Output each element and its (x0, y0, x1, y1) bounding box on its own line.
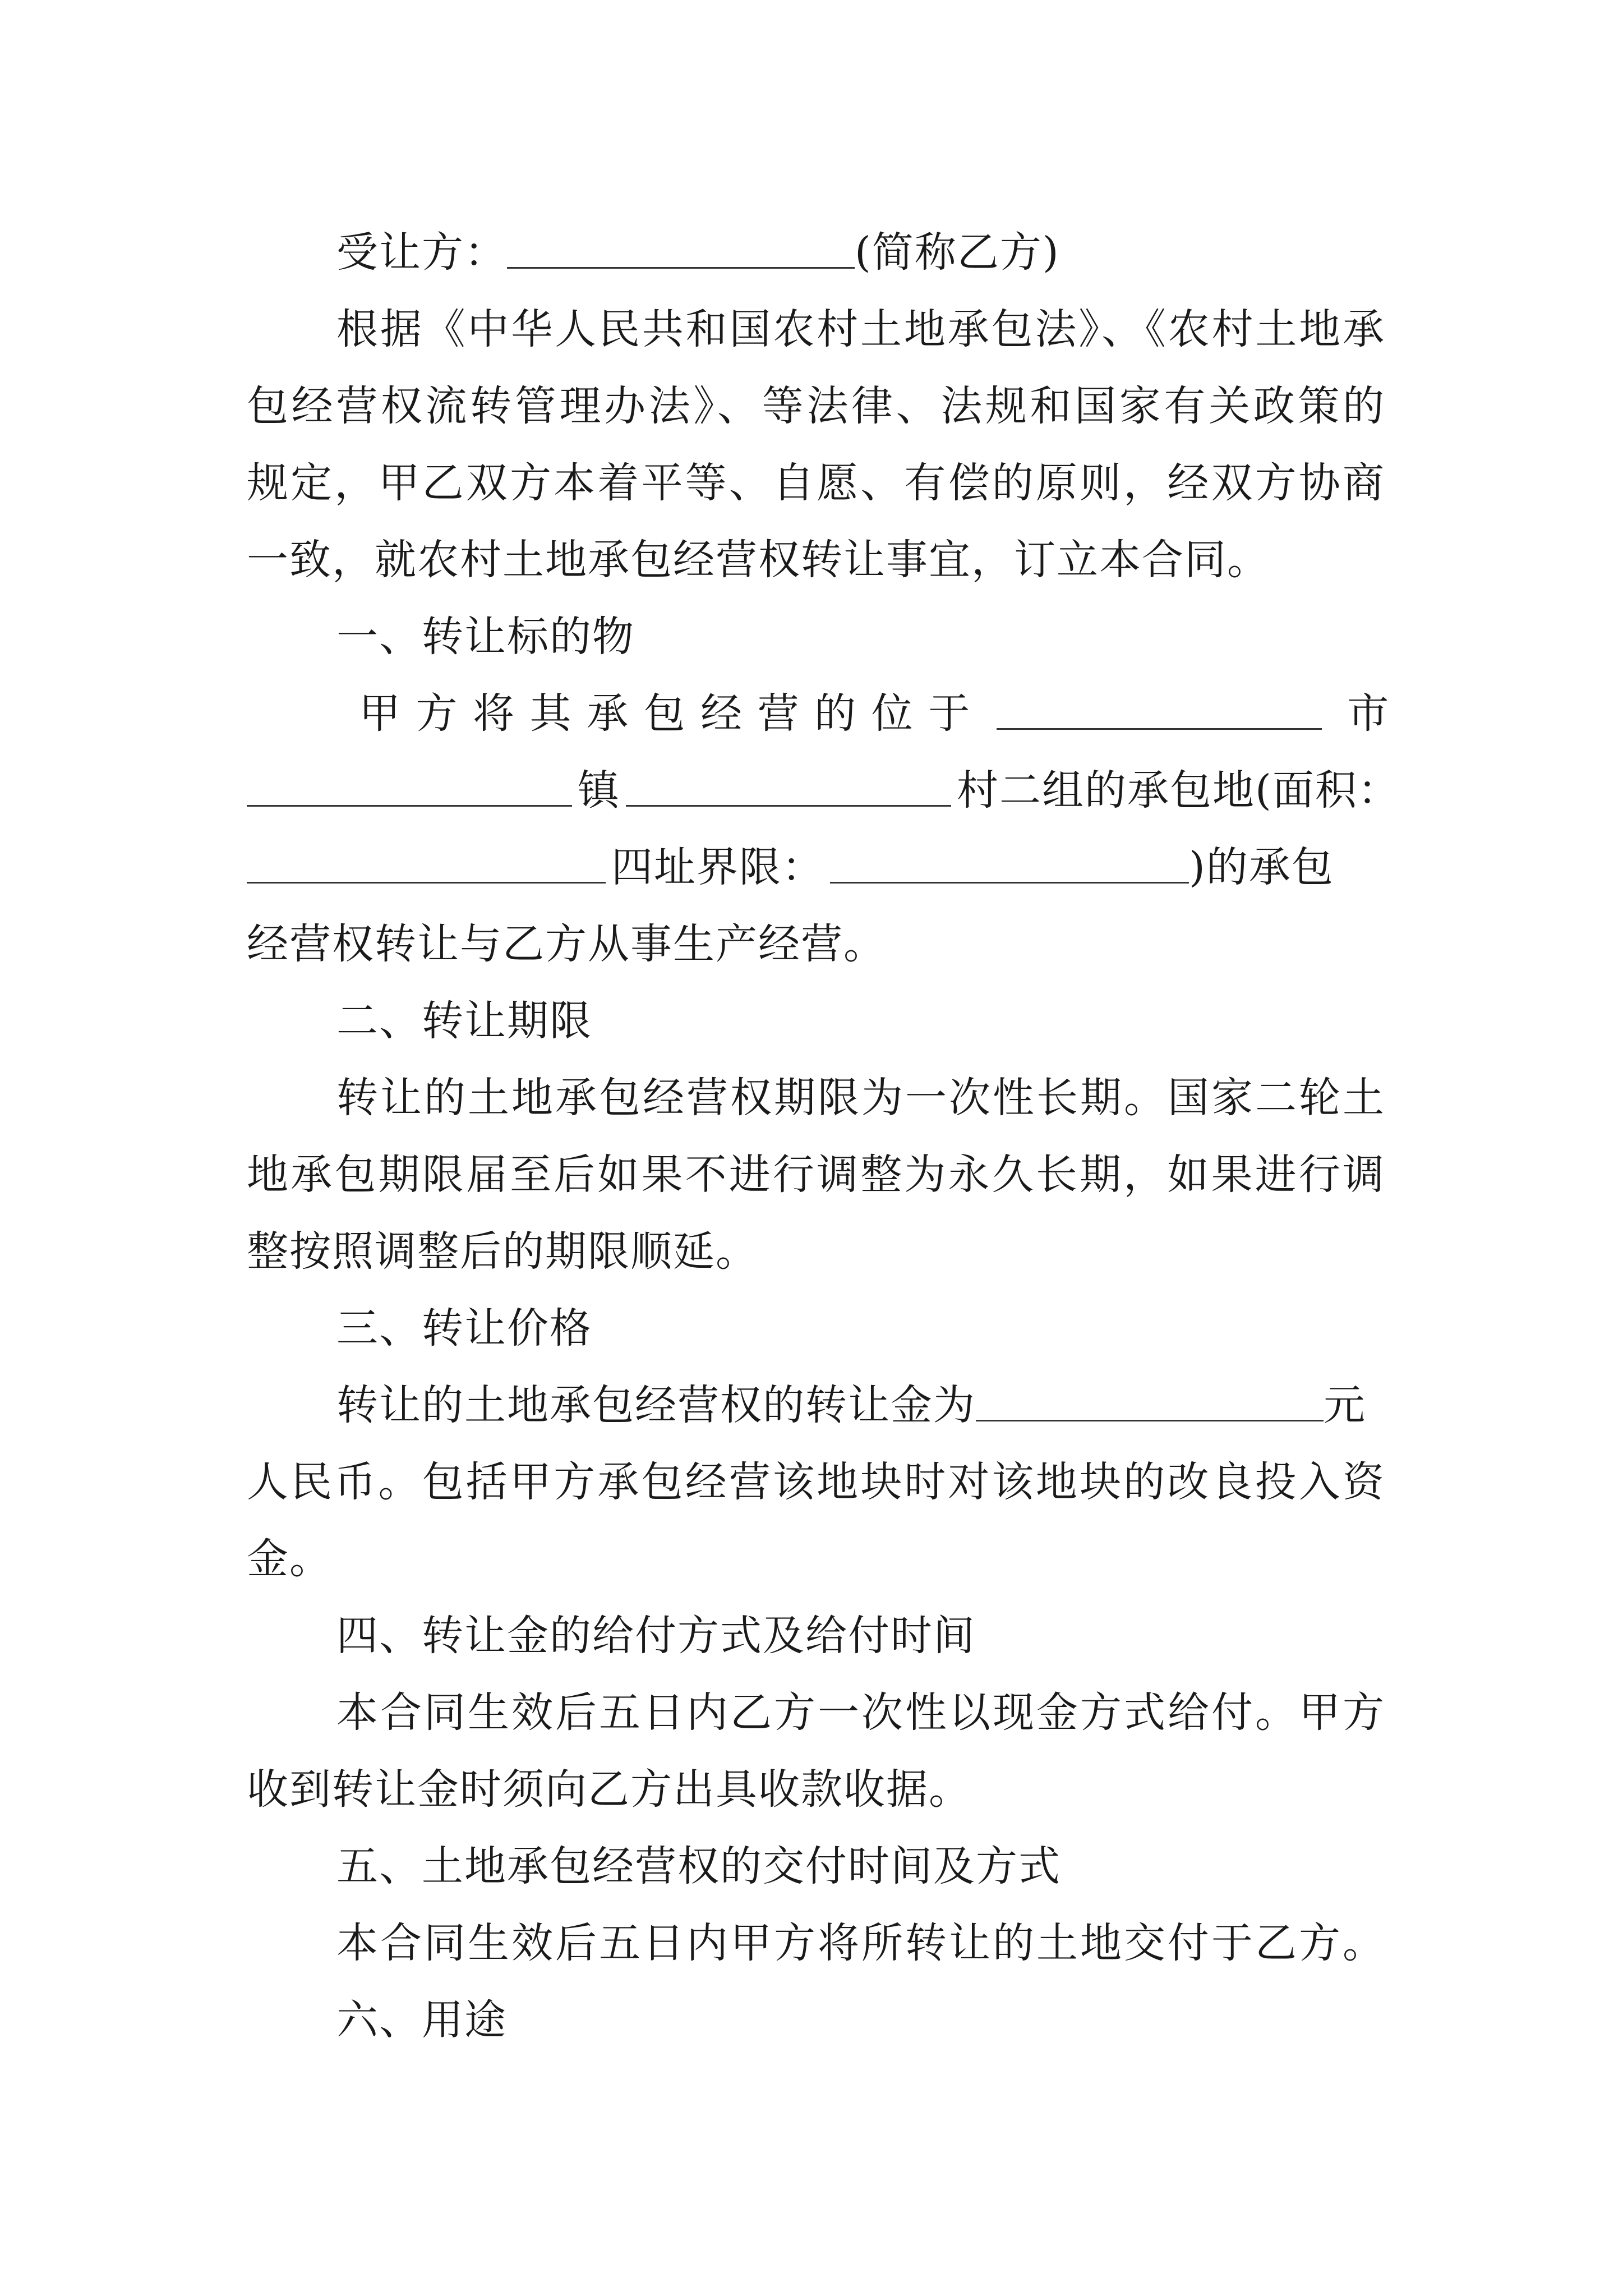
section-heading: 三、转让价格 (336, 1304, 592, 1352)
transferee-line (247, 213, 1385, 292)
paragraph-line: 一致，就农村土地承包经营权转让事宜，订立本合同。 (247, 536, 1270, 584)
paragraph-line: 地承包期限届至后如果不进行调整为永久长期，如果进行调 (247, 1151, 1385, 1199)
paragraph-line: 本合同生效后五日内乙方一次性以现金方式给付。甲方 (336, 1688, 1385, 1737)
paragraph-line: 转让的土地承包经营权期限为一次性长期。国家二轮土 (336, 1074, 1385, 1122)
section-heading: 四、转让金的给付方式及给付时间 (336, 1612, 976, 1660)
town-line (247, 751, 1400, 830)
price-text: 转让的土地承包经营权的转让金为 (336, 1381, 976, 1429)
paragraph-line: 包经营权流转管理办法》、等法律、法规和国家有关政策的 (247, 382, 1385, 430)
town-label: 镇 (578, 766, 620, 815)
location-line (247, 674, 1390, 753)
transferee-label: 受让方： (336, 228, 507, 277)
section-heading: 一、转让标的物 (336, 613, 635, 661)
city-blank[interactable] (997, 689, 1322, 730)
transferee-abbr: (简称乙方) (855, 228, 1060, 277)
village-text: 村二组的承包地(面积： (957, 766, 1400, 815)
section-heading: 二、转让期限 (336, 997, 592, 1045)
boundary-close: )的承包 (1189, 843, 1334, 891)
city-label: 市 (1347, 689, 1390, 738)
paragraph-line: 人民币。包括甲方承包经营该地块时对该地块的改良投入资 (247, 1458, 1385, 1506)
paragraph-line: 根据《中华人民共和国农村土地承包法》、《农村土地承 (336, 305, 1385, 353)
paragraph-line: 规定，甲乙双方本着平等、自愿、有偿的原则，经双方协商 (247, 459, 1385, 507)
price-unit: 元 (1324, 1381, 1366, 1429)
price-line (247, 1366, 1385, 1444)
paragraph-line: 经营权转让与乙方从事生产经营。 (247, 920, 886, 968)
village-blank[interactable] (626, 766, 951, 807)
area-blank[interactable] (247, 843, 606, 884)
transferee-blank[interactable] (507, 228, 855, 269)
paragraph-line: 整按照调整后的期限顺延。 (247, 1227, 758, 1276)
section-heading: 五、土地承包经营权的交付时间及方式 (336, 1842, 1061, 1890)
section-heading: 六、用途 (336, 1996, 507, 2044)
boundary-blank[interactable] (830, 843, 1189, 884)
paragraph-line: 收到转让金时须向乙方出具收款收据。 (247, 1765, 971, 1814)
boundary-line (247, 828, 1385, 907)
paragraph-line: 金。 (247, 1535, 332, 1583)
location-text: 甲 方 将 其 承 包 经 营 的 位 于 (359, 689, 971, 738)
paragraph-line: 本合同生效后五日内甲方将所转让的土地交付于乙方。 (336, 1919, 1385, 1967)
price-blank[interactable] (976, 1381, 1324, 1421)
town-blank[interactable] (247, 766, 572, 807)
boundary-label: 四址界限： (611, 843, 824, 891)
